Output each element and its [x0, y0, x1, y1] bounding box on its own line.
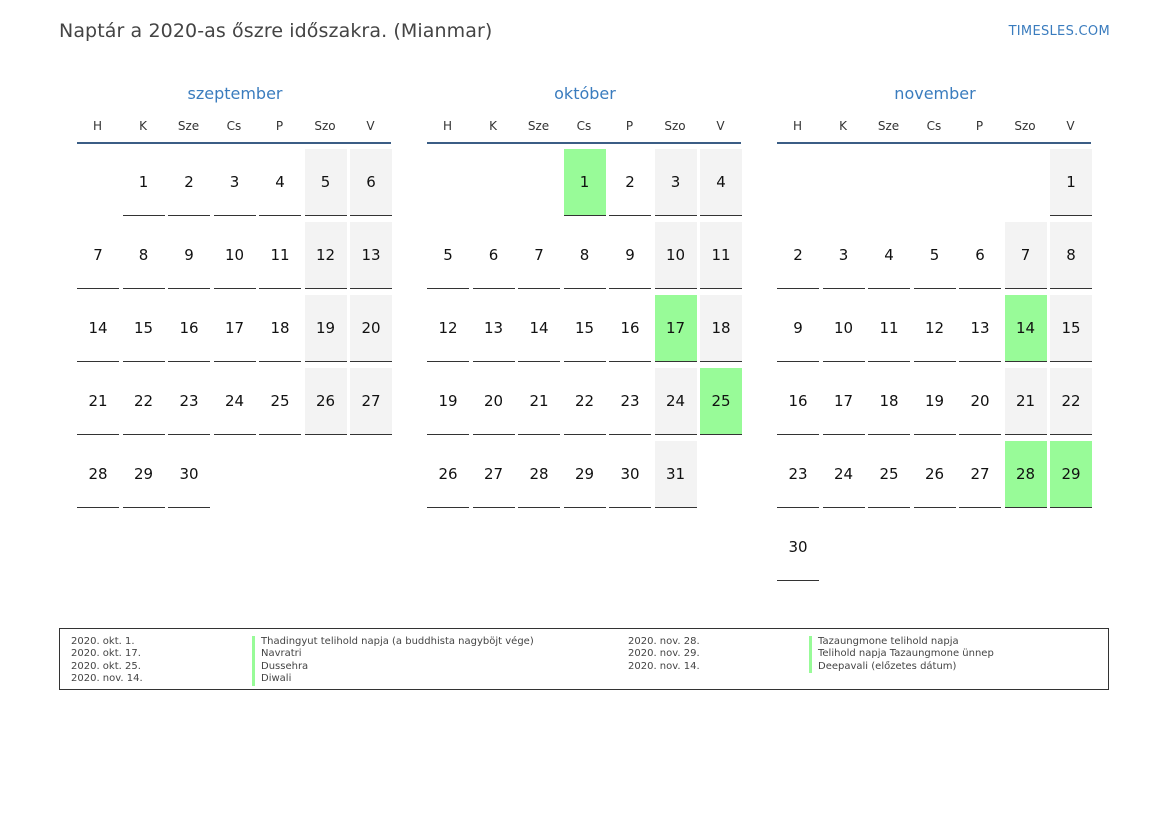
page-title: Naptár a 2020-as őszre időszakra. (Mianmar): [59, 20, 493, 42]
weekday-label: V: [366, 119, 375, 133]
legend-date: 2020. okt. 25.: [71, 660, 141, 672]
legend-holiday-name: Tazaungmone telihold napja: [809, 636, 959, 648]
day-cell: 23: [609, 368, 651, 435]
day-cell: 7: [1005, 222, 1047, 289]
day-cell: 31: [655, 441, 697, 508]
day-cell: 26: [427, 441, 469, 508]
weekday-label: V: [1066, 119, 1075, 133]
legend-date: 2020. nov. 14.: [628, 660, 700, 672]
day-cell: 2: [609, 149, 651, 216]
day-cell: 10: [823, 295, 865, 362]
weekday-label: Cs: [926, 119, 942, 133]
day-cell: 15: [564, 295, 606, 362]
day-cell: 3: [655, 149, 697, 216]
day-cell: 25: [868, 441, 910, 508]
weekday-label: P: [625, 119, 634, 133]
weekday-label: Sze: [527, 119, 550, 133]
day-cell: 19: [305, 295, 347, 362]
day-cell: 30: [777, 514, 819, 581]
day-cell: 9: [609, 222, 651, 289]
weekday-label: K: [489, 119, 497, 133]
day-cell: 18: [259, 295, 301, 362]
holiday-day-cell: 14: [1005, 295, 1047, 362]
weekday-label: Sze: [877, 119, 900, 133]
day-cell: 26: [914, 441, 956, 508]
weekday-label: H: [442, 119, 453, 133]
day-cell: 18: [700, 295, 742, 362]
day-cell: 2: [168, 149, 210, 216]
day-cell: 24: [655, 368, 697, 435]
day-cell: 14: [77, 295, 119, 362]
holiday-day-cell: 17: [655, 295, 697, 362]
day-cell: 16: [777, 368, 819, 435]
day-cell: 21: [77, 368, 119, 435]
day-cell: 13: [350, 222, 392, 289]
day-cell: 19: [914, 368, 956, 435]
day-cell: 27: [350, 368, 392, 435]
weekday-label: P: [275, 119, 284, 133]
holiday-legend: [59, 628, 1109, 690]
day-cell: 11: [259, 222, 301, 289]
day-cell: 4: [259, 149, 301, 216]
day-cell: 13: [473, 295, 515, 362]
weekday-label: Szo: [1014, 119, 1036, 133]
legend-holiday-name: Thadingyut telihold napja (a buddhista nagyböjt vége): [252, 636, 534, 648]
weekday-label: Cs: [576, 119, 592, 133]
weekday-label: Szo: [314, 119, 336, 133]
day-cell: 9: [777, 295, 819, 362]
day-cell: 27: [473, 441, 515, 508]
day-cell: 13: [959, 295, 1001, 362]
day-cell: 11: [868, 295, 910, 362]
day-cell: 17: [823, 368, 865, 435]
day-cell: 5: [305, 149, 347, 216]
day-cell: 1: [1050, 149, 1092, 216]
day-cell: 4: [700, 149, 742, 216]
day-cell: 16: [168, 295, 210, 362]
day-cell: 22: [123, 368, 165, 435]
day-cell: 15: [1050, 295, 1092, 362]
weekday-label: Cs: [226, 119, 242, 133]
weekday-label: H: [792, 119, 803, 133]
header-rule: [427, 142, 741, 144]
brand-link[interactable]: TIMESLES.COM: [1008, 24, 1110, 39]
day-cell: 19: [427, 368, 469, 435]
legend-holiday-name: Navratri: [252, 648, 302, 660]
day-cell: 14: [518, 295, 560, 362]
day-cell: 9: [168, 222, 210, 289]
day-cell: 12: [305, 222, 347, 289]
day-cell: 18: [868, 368, 910, 435]
day-cell: 4: [868, 222, 910, 289]
day-cell: 26: [305, 368, 347, 435]
legend-date: 2020. okt. 1.: [71, 636, 135, 647]
legend-date: 2020. nov. 28.: [628, 636, 700, 647]
day-cell: 29: [123, 441, 165, 508]
weekday-label: K: [839, 119, 847, 133]
legend-holiday-name: Diwali: [252, 673, 291, 685]
legend-date: 2020. nov. 14.: [71, 673, 143, 685]
weekday-label: V: [716, 119, 725, 133]
day-cell: 6: [959, 222, 1001, 289]
day-cell: 2: [777, 222, 819, 289]
day-cell: 15: [123, 295, 165, 362]
day-cell: 8: [1050, 222, 1092, 289]
legend-date: 2020. nov. 29.: [628, 648, 700, 660]
legend-date: 2020. okt. 17.: [71, 648, 141, 660]
day-cell: 23: [777, 441, 819, 508]
day-cell: 20: [959, 368, 1001, 435]
weekday-label: Szo: [664, 119, 686, 133]
day-cell: 22: [1050, 368, 1092, 435]
day-cell: 10: [214, 222, 256, 289]
header-rule: [77, 142, 391, 144]
day-cell: 11: [700, 222, 742, 289]
day-cell: 25: [259, 368, 301, 435]
day-cell: 8: [564, 222, 606, 289]
day-cell: 17: [214, 295, 256, 362]
day-cell: 24: [214, 368, 256, 435]
weekday-label: P: [975, 119, 984, 133]
day-cell: 29: [564, 441, 606, 508]
day-cell: 5: [427, 222, 469, 289]
weekday-label: K: [139, 119, 147, 133]
weekday-label: Sze: [177, 119, 200, 133]
day-cell: 20: [473, 368, 515, 435]
legend-holiday-name: Dussehra: [252, 661, 308, 673]
day-cell: 7: [77, 222, 119, 289]
day-cell: 20: [350, 295, 392, 362]
holiday-day-cell: 1: [564, 149, 606, 216]
day-cell: 22: [564, 368, 606, 435]
day-cell: 5: [914, 222, 956, 289]
day-cell: 1: [123, 149, 165, 216]
header-rule: [777, 142, 1091, 144]
day-cell: 23: [168, 368, 210, 435]
legend-holiday-name: Deepavali (előzetes dátum): [809, 661, 956, 673]
day-cell: 16: [609, 295, 651, 362]
day-cell: 30: [609, 441, 651, 508]
day-cell: 8: [123, 222, 165, 289]
day-cell: 7: [518, 222, 560, 289]
month-name: szeptember: [187, 84, 283, 103]
day-cell: 12: [427, 295, 469, 362]
month-name: október: [554, 84, 616, 103]
month-name: november: [894, 84, 976, 103]
day-cell: 30: [168, 441, 210, 508]
legend-holiday-name: Telihold napja Tazaungmone ünnep: [809, 648, 994, 660]
day-cell: 28: [77, 441, 119, 508]
holiday-day-cell: 29: [1050, 441, 1092, 508]
holiday-day-cell: 28: [1005, 441, 1047, 508]
day-cell: 3: [214, 149, 256, 216]
day-cell: 6: [473, 222, 515, 289]
day-cell: 28: [518, 441, 560, 508]
day-cell: 12: [914, 295, 956, 362]
weekday-label: H: [92, 119, 103, 133]
holiday-day-cell: 25: [700, 368, 742, 435]
day-cell: 3: [823, 222, 865, 289]
day-cell: 27: [959, 441, 1001, 508]
day-cell: 21: [518, 368, 560, 435]
day-cell: 10: [655, 222, 697, 289]
day-cell: 24: [823, 441, 865, 508]
day-cell: 21: [1005, 368, 1047, 435]
day-cell: 6: [350, 149, 392, 216]
